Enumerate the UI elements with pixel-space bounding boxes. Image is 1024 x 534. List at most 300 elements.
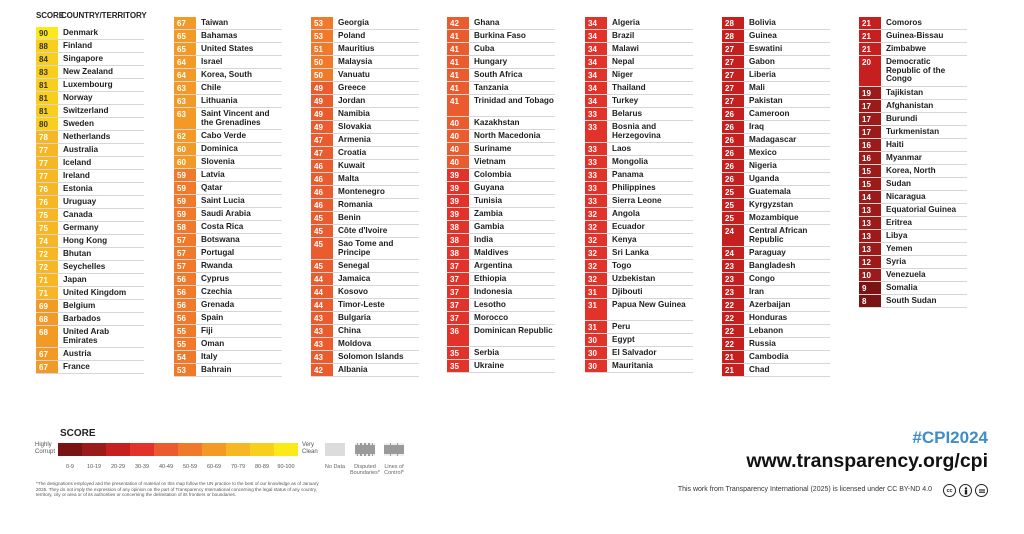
score-cell: 41	[447, 95, 469, 116]
table-row	[311, 160, 419, 173]
table-row	[859, 87, 967, 100]
table-row	[585, 30, 693, 43]
country-cell: Guinea	[749, 31, 777, 40]
table-row	[36, 118, 144, 131]
table-row	[585, 56, 693, 69]
score-cell: 54	[174, 351, 196, 363]
country-cell: Tanzania	[474, 83, 509, 92]
table-row	[174, 299, 282, 312]
country-cell: Djibouti	[612, 287, 643, 296]
country-cell: Korea, South	[201, 70, 252, 79]
score-cell: 12	[859, 256, 881, 268]
score-cell: 51	[311, 43, 333, 55]
country-cell: Solomon Islands	[338, 352, 404, 361]
country-cell: Papua New Guinea	[612, 300, 686, 309]
score-cell: 19	[859, 87, 881, 99]
table-row	[174, 69, 282, 82]
country-cell: Chad	[749, 365, 770, 374]
country-cell: Eritrea	[886, 218, 912, 227]
score-cell: 57	[174, 260, 196, 272]
country-cell: Dominican Republic	[474, 326, 553, 335]
score-cell: 53	[311, 17, 333, 29]
table-row	[722, 186, 830, 199]
table-row	[585, 347, 693, 360]
score-cell: 32	[585, 208, 607, 220]
score-cell: 17	[859, 113, 881, 125]
table-row	[722, 225, 830, 247]
score-cell: 75	[36, 222, 58, 234]
score-cell: 81	[36, 79, 58, 91]
score-cell: 63	[174, 82, 196, 94]
score-cell: 63	[174, 95, 196, 107]
table-row	[36, 131, 144, 144]
country-cell: Madagascar	[749, 135, 797, 144]
country-cell: Tajikistan	[886, 88, 924, 97]
table-row	[174, 130, 282, 143]
score-cell: 40	[447, 130, 469, 142]
country-cell: United Kingdom	[63, 288, 127, 297]
table-row	[36, 222, 144, 235]
country-cell: Guinea-Bissau	[886, 31, 944, 40]
table-row	[174, 30, 282, 43]
table-row	[174, 234, 282, 247]
score-cell: 63	[174, 108, 196, 129]
country-cell: Norway	[63, 93, 93, 102]
table-row	[311, 108, 419, 121]
country-cell: Cuba	[474, 44, 495, 53]
table-row	[859, 191, 967, 204]
score-cell: 37	[447, 260, 469, 272]
country-cell: Mauritania	[612, 361, 653, 370]
score-cell: 50	[311, 56, 333, 68]
country-cell: Uruguay	[63, 197, 97, 206]
legend-swatch	[154, 443, 178, 456]
country-cell: Israel	[201, 57, 223, 66]
score-cell: 67	[174, 17, 196, 29]
table-row	[859, 295, 967, 308]
country-cell: Serbia	[474, 348, 500, 357]
score-cell: 65	[174, 30, 196, 42]
country-cell: Italy	[201, 352, 218, 361]
score-cell: 46	[311, 160, 333, 172]
score-cell: 69	[36, 300, 58, 312]
score-cell: 32	[585, 221, 607, 233]
score-cell: 67	[36, 361, 58, 373]
country-cell: Australia	[63, 145, 99, 154]
country-cell: Czechia	[201, 287, 232, 296]
license-icons	[943, 484, 988, 497]
score-cell: 20	[859, 56, 881, 86]
legend-swatch	[82, 443, 106, 456]
table-row	[722, 17, 830, 30]
score-cell: 43	[311, 325, 333, 337]
table-row	[859, 230, 967, 243]
country-cell: Cyprus	[201, 274, 230, 283]
score-cell: 56	[174, 299, 196, 311]
table-row	[447, 130, 555, 143]
table-row	[722, 30, 830, 43]
score-cell: 45	[311, 225, 333, 237]
legend-swatch	[274, 443, 298, 456]
score-cell: 55	[174, 325, 196, 337]
table-row	[36, 144, 144, 157]
table-row	[174, 169, 282, 182]
country-cell: Suriname	[474, 144, 512, 153]
table-row	[447, 299, 555, 312]
table-row	[447, 286, 555, 299]
table-row	[447, 143, 555, 156]
score-cell: 44	[311, 286, 333, 298]
table-row	[447, 182, 555, 195]
score-cell: 71	[36, 287, 58, 299]
country-cell: Switzerland	[63, 106, 109, 115]
score-cell: 32	[585, 247, 607, 259]
country-cell: Mexico	[749, 148, 777, 157]
table-row	[174, 208, 282, 221]
score-cell: 33	[585, 108, 607, 120]
table-row	[447, 117, 555, 130]
table-row	[447, 234, 555, 247]
country-cell: Saudi Arabia	[201, 209, 251, 218]
table-row	[36, 157, 144, 170]
table-row	[585, 82, 693, 95]
table-row	[859, 204, 967, 217]
score-cell: 45	[311, 212, 333, 224]
country-cell: Trinidad and Tobago	[474, 96, 554, 105]
country-cell: Maldives	[474, 248, 509, 257]
country-cell: Sao Tome and Principe	[338, 239, 394, 257]
score-cell: 41	[447, 82, 469, 94]
hashtag: #CPI2024	[912, 428, 988, 447]
score-cell: 33	[585, 182, 607, 194]
country-cell: China	[338, 326, 361, 335]
table-row	[722, 43, 830, 56]
score-cell: 59	[174, 169, 196, 181]
score-cell: 41	[447, 69, 469, 81]
table-row	[447, 208, 555, 221]
country-cell: Armenia	[338, 135, 371, 144]
table-column	[36, 27, 144, 374]
table-row	[447, 17, 555, 30]
country-cell: Dominica	[201, 144, 238, 153]
table-row	[36, 274, 144, 287]
score-cell: 22	[722, 338, 744, 350]
score-cell: 49	[311, 95, 333, 107]
score-cell: 32	[585, 273, 607, 285]
country-cell: Ethiopia	[474, 274, 507, 283]
country-cell: Brazil	[612, 31, 635, 40]
table-row	[859, 126, 967, 139]
country-cell: Nicaragua	[886, 192, 926, 201]
country-cell: Mali	[749, 83, 765, 92]
table-row	[722, 312, 830, 325]
score-cell: 60	[174, 156, 196, 168]
table-row	[36, 79, 144, 92]
table-row	[36, 53, 144, 66]
country-cell: Argentina	[474, 261, 513, 270]
score-cell: 53	[311, 30, 333, 42]
country-cell: Sweden	[63, 119, 94, 128]
table-row	[311, 351, 419, 364]
country-cell: Iran	[749, 287, 765, 296]
table-row	[585, 69, 693, 82]
score-cell: 22	[722, 312, 744, 324]
country-cell: Syria	[886, 257, 907, 266]
score-cell: 72	[36, 261, 58, 273]
table-row	[174, 156, 282, 169]
legend-range-label: 10-19	[86, 464, 102, 470]
score-cell: 26	[722, 121, 744, 133]
disclaimer-footnote: *The designations employed and the presentation of material on this map follow the UN practice to the best of our knowledge as of January 2025. They do not imply the expression of any opinion on the part of Transparency International concerning the legal status of any country, territory, city or area or of its authorities or concerning the delimitation of its frontiers or boundaries.	[36, 481, 319, 498]
table-column	[447, 17, 555, 373]
score-cell: 83	[36, 66, 58, 78]
legend-swatch	[130, 443, 154, 456]
table-row	[722, 82, 830, 95]
country-cell: Indonesia	[474, 287, 513, 296]
legend-title: SCORE	[60, 428, 96, 439]
table-row	[447, 30, 555, 43]
score-cell: 27	[722, 95, 744, 107]
score-cell: 56	[174, 273, 196, 285]
country-cell: Seychelles	[63, 262, 106, 271]
score-cell: 43	[311, 312, 333, 324]
country-cell: Malaysia	[338, 57, 373, 66]
score-cell: 30	[585, 334, 607, 346]
table-row	[585, 143, 693, 156]
legend-low-label: Highly Corrupt	[35, 442, 56, 455]
score-cell: 46	[311, 173, 333, 185]
score-cell: 39	[447, 169, 469, 181]
country-cell: United States	[201, 44, 254, 53]
score-cell: 37	[447, 299, 469, 311]
score-cell: 44	[311, 273, 333, 285]
country-cell: Iraq	[749, 122, 765, 131]
score-cell: 34	[585, 30, 607, 42]
score-cell: 36	[447, 325, 469, 346]
country-cell: Albania	[338, 365, 368, 374]
score-cell: 77	[36, 157, 58, 169]
score-cell: 84	[36, 53, 58, 65]
score-cell: 25	[722, 186, 744, 198]
country-cell: Pakistan	[749, 96, 783, 105]
country-cell: Spain	[201, 313, 224, 322]
score-cell: 27	[722, 56, 744, 68]
legend-swatch	[58, 443, 82, 456]
score-cell: 17	[859, 126, 881, 138]
country-cell: North Macedonia	[474, 131, 541, 140]
table-row	[311, 95, 419, 108]
score-cell: 49	[311, 121, 333, 133]
country-cell: Romania	[338, 200, 373, 209]
table-row	[36, 40, 144, 53]
lines-of-control-swatch	[384, 443, 404, 456]
table-row	[36, 326, 144, 348]
disputed-boundaries-label: Disputed Boundaries*	[350, 464, 380, 476]
country-cell: Togo	[612, 261, 632, 270]
score-cell: 21	[722, 364, 744, 376]
country-cell: Egypt	[612, 335, 635, 344]
table-row	[311, 338, 419, 351]
score-cell: 33	[585, 121, 607, 142]
score-cell: 55	[174, 338, 196, 350]
legend-range-label: 50-59	[182, 464, 198, 470]
country-cell: Sudan	[886, 179, 912, 188]
score-cell: 56	[174, 286, 196, 298]
table-row	[447, 82, 555, 95]
table-row	[174, 56, 282, 69]
by-icon	[959, 484, 972, 497]
table-row	[447, 43, 555, 56]
score-cell: 39	[447, 182, 469, 194]
table-row	[585, 169, 693, 182]
table-row	[447, 56, 555, 69]
country-cell: Croatia	[338, 148, 367, 157]
country-cell: Mozambique	[749, 213, 799, 222]
country-cell: Finland	[63, 41, 93, 50]
score-cell: 57	[174, 234, 196, 246]
score-cell: 27	[722, 69, 744, 81]
score-cell: 34	[585, 17, 607, 29]
country-cell: Japan	[63, 275, 87, 284]
country-cell: Grenada	[201, 300, 235, 309]
score-cell: 26	[722, 134, 744, 146]
table-row	[311, 273, 419, 286]
table-row	[311, 186, 419, 199]
table-row	[859, 139, 967, 152]
country-cell: Bhutan	[63, 249, 92, 258]
country-cell: Turkmenistan	[886, 127, 940, 136]
country-cell: Bosnia and Herzegovina	[612, 122, 661, 140]
score-cell: 46	[311, 199, 333, 211]
table-column	[585, 17, 693, 373]
score-cell: 45	[311, 260, 333, 272]
score-cell: 8	[859, 295, 881, 307]
country-cell: Morocco	[474, 313, 509, 322]
table-row	[722, 199, 830, 212]
score-cell: 27	[722, 43, 744, 55]
score-cell: 41	[447, 43, 469, 55]
table-row	[311, 17, 419, 30]
table-row	[174, 195, 282, 208]
score-cell: 59	[174, 208, 196, 220]
country-cell: Rwanda	[201, 261, 233, 270]
cc-icon: cc	[943, 484, 956, 497]
legend-color-scale	[58, 443, 298, 456]
lines-of-control-label: Lines of Control*	[384, 464, 404, 476]
table-row	[174, 364, 282, 377]
table-row	[174, 221, 282, 234]
table-row	[585, 299, 693, 321]
country-cell: Sri Lanka	[612, 248, 649, 257]
country-cell: Côte d'Ivoire	[338, 226, 388, 235]
score-cell: 26	[722, 160, 744, 172]
score-cell: 31	[585, 321, 607, 333]
table-column	[859, 17, 967, 308]
table-row	[174, 95, 282, 108]
table-row	[311, 30, 419, 43]
table-row	[722, 160, 830, 173]
score-cell: 40	[447, 156, 469, 168]
score-cell: 90	[36, 27, 58, 39]
table-row	[311, 225, 419, 238]
country-cell: Vanuatu	[338, 70, 370, 79]
country-cell: Laos	[612, 144, 632, 153]
website-url[interactable]: www.transparency.org/cpi	[746, 450, 988, 472]
table-row	[585, 195, 693, 208]
score-cell: 16	[859, 152, 881, 164]
country-cell: Latvia	[201, 170, 225, 179]
table-row	[447, 69, 555, 82]
table-row	[585, 208, 693, 221]
table-row	[36, 196, 144, 209]
legend-swatch	[178, 443, 202, 456]
table-row	[859, 152, 967, 165]
table-row	[585, 108, 693, 121]
score-cell: 34	[585, 56, 607, 68]
country-cell: Denmark	[63, 28, 99, 37]
score-cell: 25	[722, 199, 744, 211]
no-data-swatch	[325, 443, 345, 456]
score-cell: 76	[36, 196, 58, 208]
score-cell: 13	[859, 243, 881, 255]
country-cell: Azerbaijan	[749, 300, 791, 309]
country-cell: Barbados	[63, 314, 101, 323]
score-cell: 41	[447, 30, 469, 42]
score-cell: 22	[722, 299, 744, 311]
score-cell: 50	[311, 69, 333, 81]
country-cell: Paraguay	[749, 248, 786, 257]
score-cell: 81	[36, 105, 58, 117]
table-row	[722, 286, 830, 299]
country-cell: Congo	[749, 274, 775, 283]
country-cell: Niger	[612, 70, 633, 79]
no-data-label: No Data	[324, 464, 346, 470]
country-cell: Bulgaria	[338, 313, 371, 322]
table-row	[859, 269, 967, 282]
country-cell: Bahamas	[201, 31, 238, 40]
score-cell: 25	[722, 212, 744, 224]
legend-range-label: 20-29	[110, 464, 126, 470]
country-column-header: COUNTRY/TERRITORY	[61, 11, 147, 20]
country-cell: Costa Rica	[201, 222, 244, 231]
country-cell: Ukraine	[474, 361, 505, 370]
score-cell: 15	[859, 165, 881, 177]
country-cell: Yemen	[886, 244, 913, 253]
country-cell: Korea, North	[886, 166, 936, 175]
table-row	[36, 313, 144, 326]
table-row	[585, 273, 693, 286]
table-row	[311, 56, 419, 69]
table-row	[722, 299, 830, 312]
country-cell: South Africa	[474, 70, 523, 79]
table-row	[585, 321, 693, 334]
table-row	[722, 108, 830, 121]
score-cell: 21	[859, 43, 881, 55]
table-row	[447, 195, 555, 208]
score-cell: 64	[174, 69, 196, 81]
legend-range-label: 0-9	[66, 464, 74, 470]
table-row	[859, 43, 967, 56]
table-row	[311, 325, 419, 338]
country-cell: Comoros	[886, 18, 922, 27]
score-cell: 37	[447, 312, 469, 324]
table-row	[447, 312, 555, 325]
country-cell: Guatemala	[749, 187, 791, 196]
table-column	[311, 17, 419, 377]
score-cell: 76	[36, 183, 58, 195]
table-row	[722, 121, 830, 134]
score-cell: 43	[311, 351, 333, 363]
